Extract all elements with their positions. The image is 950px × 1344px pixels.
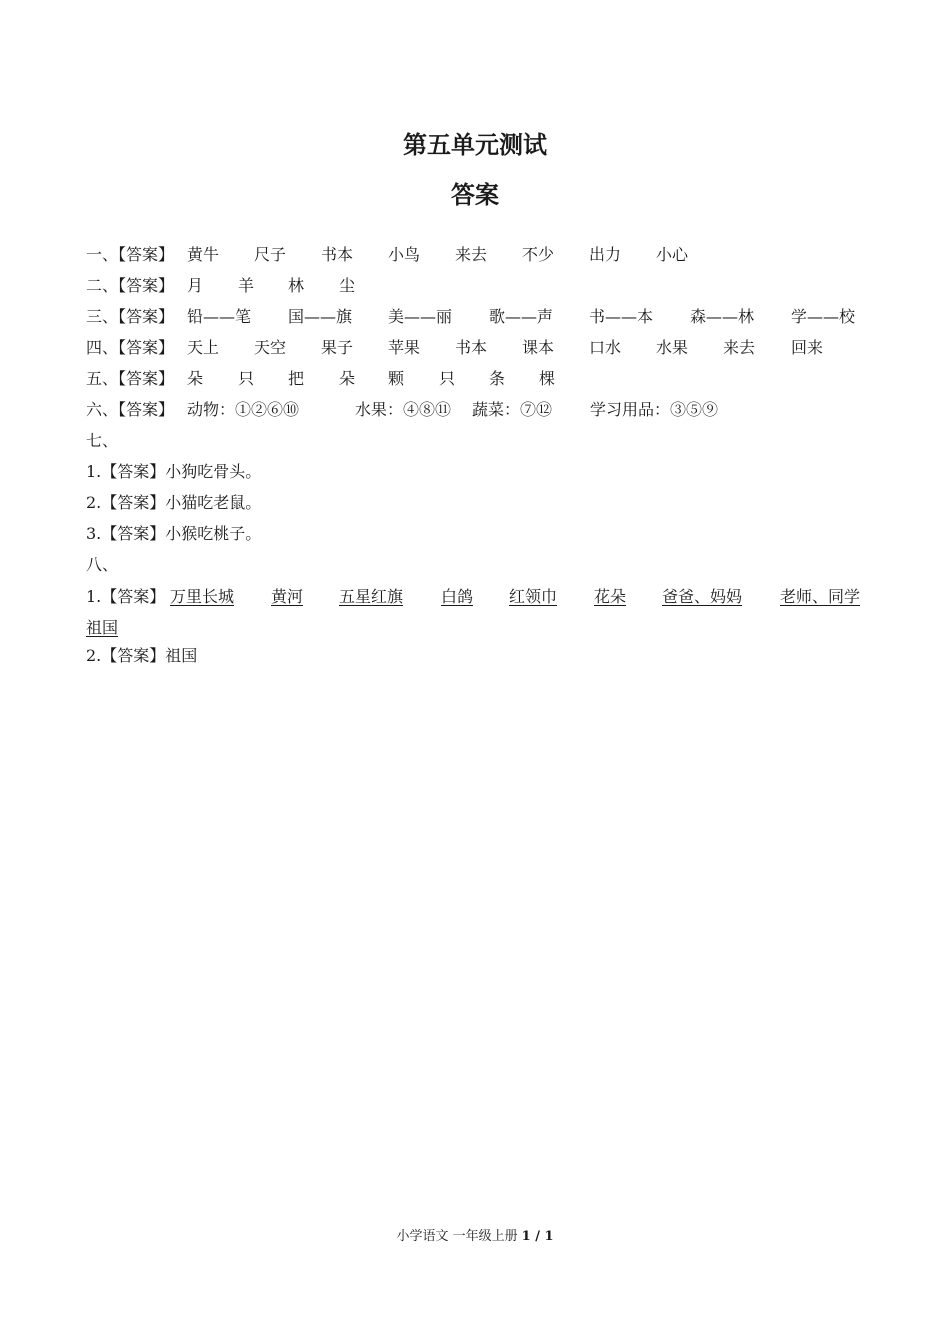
answer-prefix: 六、【答案】: [86, 400, 175, 419]
answer-prefix: 1.【答案】: [86, 587, 166, 606]
answer-item: 回来: [791, 338, 824, 357]
page-number: 1 / 1: [521, 1229, 554, 1244]
answer-item: 天空: [254, 338, 287, 357]
answer-line-7-3: [86, 523, 876, 545]
answer-item: 来去: [723, 338, 756, 357]
answer-item: 朵: [187, 369, 204, 388]
answer-item: 铅——笔: [187, 307, 252, 326]
answer-line-8-1-wrap: [86, 617, 876, 639]
underlined-answer: 爸爸、妈妈: [662, 587, 743, 606]
answer-item: 林: [288, 276, 305, 295]
section-heading: 七、: [86, 431, 119, 450]
answer-line-4: [86, 337, 876, 359]
answer-item: 只: [238, 369, 255, 388]
answer-item: 果子: [321, 338, 354, 357]
underlined-answer: 祖国: [86, 618, 119, 637]
answer-item: 动物：①②⑥⑩: [187, 400, 300, 419]
answer-text: 1.【答案】小狗吃骨头。: [86, 462, 262, 481]
answer-item: 只: [439, 369, 456, 388]
answer-line-8-1: [86, 586, 876, 608]
section-heading: 八、: [86, 555, 119, 574]
answer-item: 书——本: [589, 307, 654, 326]
answer-item: 尘: [339, 276, 356, 295]
answer-item: 出力: [589, 245, 622, 264]
answer-item: 条: [489, 369, 506, 388]
answer-prefix: 二、【答案】: [86, 276, 175, 295]
document-subtitle: 答案: [451, 181, 499, 209]
answer-item: 朵: [339, 369, 356, 388]
answer-line-5: [86, 368, 876, 390]
answer-item: 课本: [522, 338, 555, 357]
answer-text: 2.【答案】小猫吃老鼠。: [86, 493, 262, 512]
answer-line-1: [86, 244, 876, 266]
answer-item: 美——丽: [388, 307, 453, 326]
page-footer: [0, 1228, 950, 1246]
document-title: 第五单元测试: [403, 131, 547, 159]
answer-item: 苹果: [388, 338, 421, 357]
answer-item: 水果：④⑧⑪: [355, 400, 452, 419]
answer-item: 天上: [187, 338, 220, 357]
answer-item: 歌——声: [489, 307, 554, 326]
underlined-answer: 白鸽: [441, 587, 474, 606]
answer-text: 3.【答案】小猴吃桃子。: [86, 524, 262, 543]
answer-line-7-1: [86, 461, 876, 483]
answer-item: 学习用品：③⑤⑨: [590, 400, 719, 419]
answer-item: 小鸟: [388, 245, 421, 264]
answer-item: 蔬菜：⑦⑫: [472, 400, 553, 419]
underlined-answer: 花朵: [594, 587, 627, 606]
answer-item: 口水: [589, 338, 622, 357]
answer-item: 国——旗: [288, 307, 353, 326]
answer-prefix: 五、【答案】: [86, 369, 175, 388]
answer-item: 把: [288, 369, 305, 388]
answer-item: 书本: [455, 338, 488, 357]
underlined-answer: 红领巾: [509, 587, 558, 606]
answer-item: 羊: [238, 276, 255, 295]
answer-line-3: [86, 306, 876, 328]
answer-item: 黄牛: [187, 245, 220, 264]
underlined-answer: 万里长城: [170, 587, 235, 606]
answer-item: 不少: [522, 245, 555, 264]
section-heading-8: [86, 554, 876, 576]
section-heading-7: [86, 430, 876, 452]
answer-item: 月: [187, 276, 204, 295]
answer-prefix: 三、【答案】: [86, 307, 175, 326]
answer-item: 水果: [656, 338, 689, 357]
answer-item: 来去: [455, 245, 488, 264]
answer-item: 书本: [321, 245, 354, 264]
answer-prefix: 一、【答案】: [86, 245, 175, 264]
answer-line-6: [86, 399, 876, 421]
answer-item: 颗: [388, 369, 405, 388]
answer-line-7-2: [86, 492, 876, 514]
answer-item: 小心: [656, 245, 689, 264]
answer-item: 森——林: [690, 307, 755, 326]
underlined-answer: 黄河: [271, 587, 304, 606]
underlined-answer: 老师、同学: [780, 587, 861, 606]
underlined-answer: 五星红旗: [339, 587, 404, 606]
answer-item: 尺子: [254, 245, 287, 264]
answer-line-8-2: [86, 645, 876, 667]
answer-item: 棵: [539, 369, 556, 388]
answer-item: 学——校: [791, 307, 856, 326]
footer-text: 小学语文 一年级上册: [396, 1229, 518, 1244]
answer-line-2: [86, 275, 876, 297]
answer-text: 2.【答案】祖国: [86, 646, 198, 665]
answer-prefix: 四、【答案】: [86, 338, 175, 357]
